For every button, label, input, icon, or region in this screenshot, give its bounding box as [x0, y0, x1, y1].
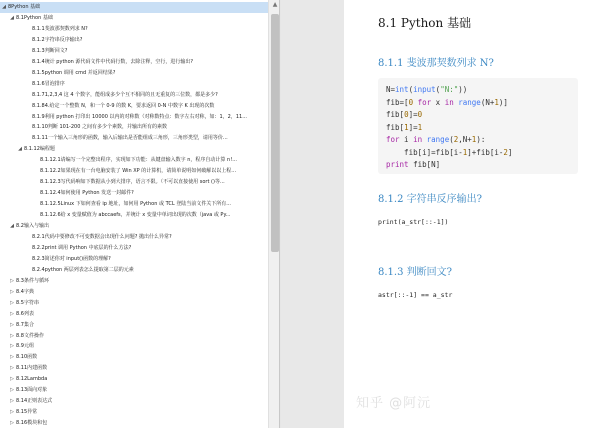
- collapsed-arrow-icon[interactable]: ▷: [10, 321, 14, 328]
- outline-item[interactable]: [0, 177, 268, 188]
- outline-item-label: 8.10函数: [16, 354, 38, 361]
- outline-item[interactable]: [0, 418, 268, 428]
- outline-item-label: 8.1.71,2,3,4 这 4 个数字，能组成多少个互不相同的且无重复的三位数，都是多少?: [32, 91, 218, 98]
- outline-item-label: 8Python 基础: [8, 4, 41, 10]
- outline-item[interactable]: [0, 287, 268, 298]
- outline-item-label: 8.1.12.2如果现在有一台电脑安装了 Win XP 的计算机，请简单说明如何破解以以上程...: [40, 168, 237, 175]
- outline-item-label: 8.13面向对象: [16, 387, 48, 394]
- outline-item-label: 8.1.11一个输入三角形的函数，输入后输出是否能组成三角形，三角形类型，请用等价...: [32, 135, 228, 142]
- outline-item[interactable]: [0, 46, 268, 57]
- outline-item-label: 8.1.12编程题: [24, 146, 55, 153]
- outline-item[interactable]: [0, 276, 268, 287]
- outline-item-label: 8.1.3判断回文?: [32, 47, 68, 54]
- outline-item[interactable]: [0, 112, 268, 123]
- collapsed-arrow-icon[interactable]: ▷: [10, 288, 14, 295]
- outline-item[interactable]: [0, 144, 268, 155]
- collapsed-arrow-icon[interactable]: ▷: [10, 420, 14, 427]
- outline-item-label: 8.1.12.1请编写一个完整出程序，实现如下功能：从键盘输入数字 n，程序自动计算 n!...: [40, 157, 237, 164]
- outline-item[interactable]: [0, 90, 268, 101]
- outline-item-label: 8.2.3简述你对 input()函数的理解?: [32, 255, 111, 262]
- outline-item[interactable]: [0, 57, 268, 68]
- outline-item[interactable]: [0, 199, 268, 210]
- outline-item[interactable]: [0, 133, 268, 144]
- outline-item[interactable]: [0, 221, 268, 232]
- outline-item[interactable]: [0, 298, 268, 309]
- outline-item[interactable]: [0, 79, 268, 90]
- outline-item-label: 8.12Lambda: [16, 376, 48, 383]
- outline-item-label: 8.14正则表达式: [16, 398, 53, 405]
- outline-item[interactable]: [0, 210, 268, 221]
- outline-item-label: 8.1.2字符串反序输出?: [32, 36, 83, 43]
- outline-item[interactable]: [0, 407, 268, 418]
- outline-item[interactable]: [0, 232, 268, 243]
- expanded-arrow-icon[interactable]: ◢: [10, 223, 14, 229]
- collapsed-arrow-icon[interactable]: ▷: [10, 387, 14, 394]
- outline-item[interactable]: [0, 155, 268, 166]
- outline-item[interactable]: [0, 396, 268, 407]
- outline-panel: [0, 0, 280, 428]
- page-gutter: [281, 0, 344, 428]
- scroll-up-arrow-icon[interactable]: ▲: [272, 1, 278, 8]
- outline-item-label: 8.1Python 基础: [16, 14, 53, 21]
- outline-item[interactable]: [0, 265, 268, 276]
- page-title: 8.1 Python 基础: [378, 16, 472, 30]
- expanded-arrow-icon[interactable]: ◢: [18, 146, 22, 153]
- outline-item-label: 8.1.12.5Linux 下如何查看 ip 地址，如何用 Python 或 TCL 登陆当前文件关下所有...: [40, 201, 231, 208]
- outline-item[interactable]: [0, 363, 268, 374]
- outline-item-label: 8.1.10判断 101-200 之间有多少个素数，并输出所有的素数: [32, 124, 167, 131]
- watermark: 知乎 @阿沅: [356, 396, 432, 411]
- outline-item[interactable]: [0, 352, 268, 363]
- outline-item[interactable]: [0, 254, 268, 265]
- outline-item-label: 8.1.12.3写代码响如下数据从小到大排序，语言不限。（不可以直接使用 sort ()等...: [40, 179, 225, 186]
- outline-item[interactable]: [0, 309, 268, 320]
- collapsed-arrow-icon[interactable]: ▷: [10, 277, 14, 284]
- outline-item-label: 8.2.4python 两层列表怎么提取第二层的元素: [32, 266, 134, 273]
- collapsed-arrow-icon[interactable]: ▷: [10, 365, 14, 372]
- collapsed-arrow-icon[interactable]: ▷: [10, 332, 14, 339]
- outline-item[interactable]: [0, 188, 268, 199]
- section-heading-fibonacci: 8.1.1 斐波那契数列求 N?: [378, 58, 494, 69]
- outline-item-label: 8.11内建函数: [16, 365, 48, 372]
- section-heading-palindrome: 8.1.3 判断回文?: [378, 267, 452, 278]
- collapsed-arrow-icon[interactable]: ▷: [10, 354, 14, 361]
- scrollbar-thumb[interactable]: [271, 14, 279, 252]
- outline-item-label: 8.1.9利用 python 打印出 10000 以内的对称数（对称数特点：数字左右对称，如：1，2，11...: [32, 113, 247, 120]
- outline-item-label: 8.15异常: [16, 409, 38, 416]
- outline-item-label: 8.9元组: [16, 343, 34, 350]
- collapsed-arrow-icon[interactable]: ▷: [10, 398, 14, 405]
- collapsed-arrow-icon[interactable]: ▷: [10, 343, 14, 350]
- outline-item[interactable]: [0, 374, 268, 385]
- outline-item[interactable]: [0, 2, 268, 13]
- outline-item-label: 8.1.5python 调用 cmd 并返回结果?: [32, 69, 116, 76]
- expanded-arrow-icon[interactable]: ◢: [2, 4, 6, 10]
- code-line-reverse: print(a_str[::-1]): [378, 218, 449, 226]
- outline-item[interactable]: [0, 101, 268, 112]
- outline-item-label: 8.3条件与循环: [16, 277, 49, 284]
- outline-item-label: 8.1.1斐波那契数列求 N?: [32, 25, 88, 32]
- outline-item-label: 8.8文件操作: [16, 332, 44, 339]
- outline-scrollbar[interactable]: [268, 0, 280, 428]
- document-page: [344, 0, 600, 428]
- outline-item-label: 8.1.12.4如何使用 Python 发送一封邮件?: [40, 190, 134, 197]
- outline-item[interactable]: [0, 341, 268, 352]
- outline-item[interactable]: [0, 166, 268, 177]
- outline-item-label: 8.6列表: [16, 310, 34, 317]
- collapsed-arrow-icon[interactable]: ▷: [10, 299, 14, 306]
- outline-item-label: 8.4字典: [16, 288, 34, 295]
- outline-item[interactable]: [0, 320, 268, 331]
- outline-item[interactable]: [0, 35, 268, 46]
- collapsed-arrow-icon[interactable]: ▷: [10, 376, 14, 383]
- outline-item-label: 8.2.1代码中要修改不可变数据会出现什么问题? 抛出什么异常?: [32, 233, 172, 240]
- collapsed-arrow-icon[interactable]: ▷: [10, 310, 14, 317]
- outline-item-label: 8.5字符串: [16, 299, 39, 306]
- outline-item-label: 8.1.4统计 python 源代码文件中代码行数，去除注释，空行，进行输出?: [32, 58, 194, 65]
- outline-item[interactable]: [0, 68, 268, 79]
- outline-item[interactable]: [0, 331, 268, 342]
- outline-item-label: 8.1.6冒泡排序: [32, 80, 65, 87]
- outline-item[interactable]: [0, 385, 268, 396]
- expanded-arrow-icon[interactable]: ◢: [10, 14, 14, 21]
- outline-item-label: 8.1.84.给定一个整数 N，和一个 0-9 的数 K，要求返回 0-N 中数字 K 出现的次数: [32, 102, 215, 109]
- code-line-palindrome: astr[::-1] == a_str: [378, 291, 453, 299]
- code-block-fibonacci: N=int(input("N:")) fib=[0 for x in range(N+1)] fib[0]=0 fib[1]=1 for i in range(2,N+1): fib[i]=fib[i-1]+fib[i-2] print fib[N]: [378, 78, 578, 174]
- outline-item-label: 8.1.12.6给 x 变量赋值为 abccaefs，并统计 x 变量中单词出现的次数（java 或 Py...: [40, 212, 231, 219]
- outline-item[interactable]: [0, 13, 268, 24]
- outline-item-label: 8.2.2print 调用 Python 中底层的什么方法?: [32, 244, 132, 251]
- outline-item[interactable]: [0, 243, 268, 254]
- collapsed-arrow-icon[interactable]: ▷: [10, 409, 14, 416]
- outline-item[interactable]: [0, 122, 268, 133]
- outline-item-label: 8.7集合: [16, 321, 34, 328]
- section-heading-reverse: 8.1.2 字符串反序输出?: [378, 194, 482, 205]
- outline-item-label: 8.2输入与输出: [16, 223, 49, 229]
- outline-item-label: 8.16模块和包: [16, 420, 48, 427]
- outline-item[interactable]: [0, 24, 268, 35]
